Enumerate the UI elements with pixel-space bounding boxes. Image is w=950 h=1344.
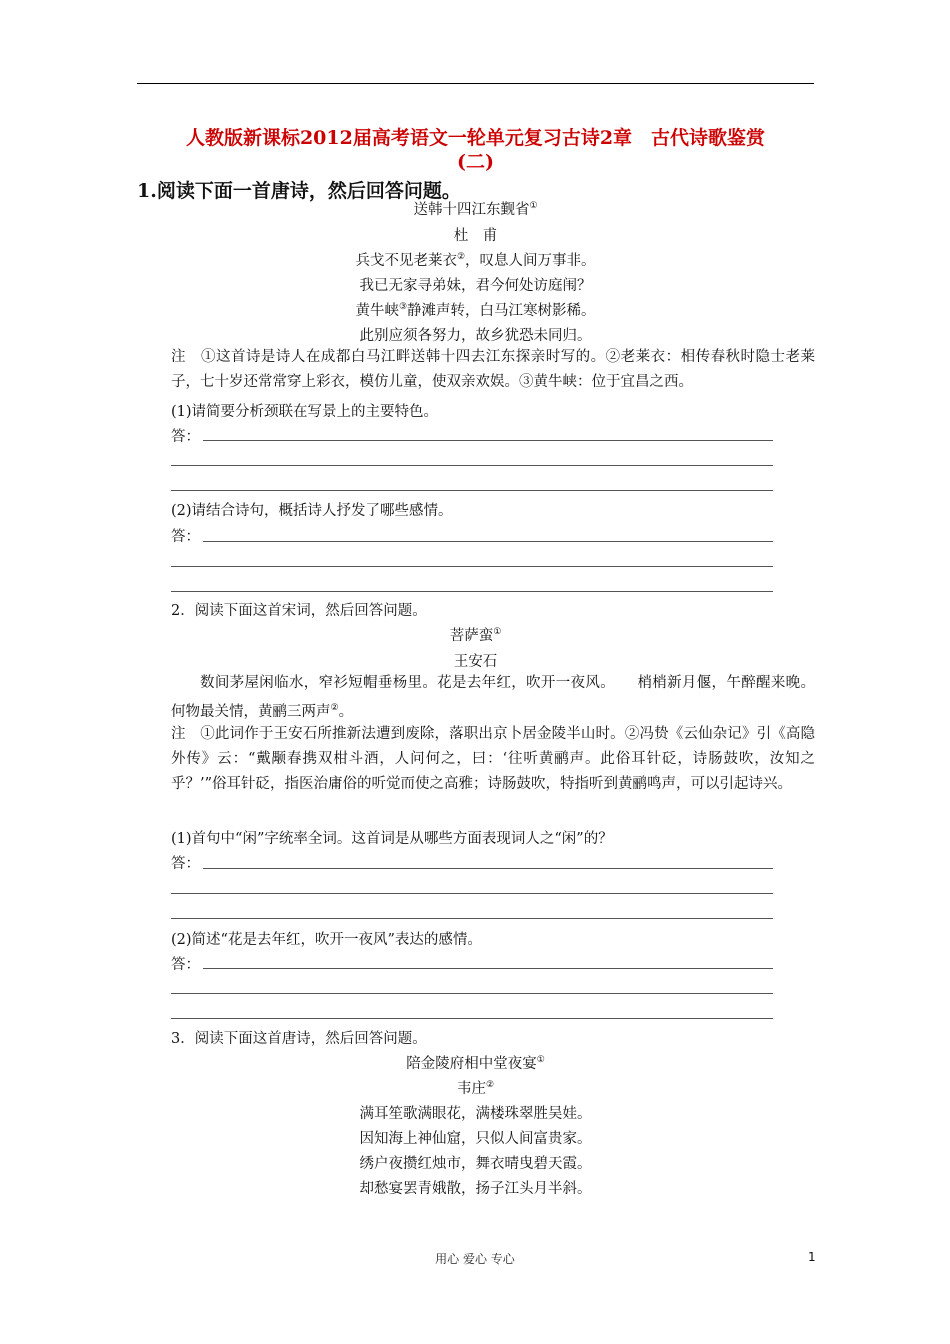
q1-poem-author: 杜 甫 [453,228,498,244]
answer-label: 答： [171,529,200,545]
answer-line[interactable] [171,1018,773,1019]
title-line-2: (二) [457,151,494,173]
q2-sub-question-1: (1)首句中“闲”字统率全词。这首词是从哪些方面表现词人之“闲”的？ [171,831,613,847]
q3-poem-line: 却愁宴罢青娥散，扬子江头月半斜。 [359,1181,592,1197]
answer-line[interactable] [203,868,773,869]
header-rule [137,83,814,84]
answer-label: 答： [171,429,200,445]
q1-poem-line: 黄牛峡③静滩声转，白马江寒树影稀。 [355,302,596,319]
document-title [137,126,814,174]
answer-line[interactable] [171,490,773,491]
q1-sub-question-1: (1)请简要分析颈联在写景上的主要特色。 [171,404,439,420]
q1-poem-line: 此别应须各努力，故乡犹恐未同归。 [359,328,592,344]
q3-poem-line: 绣户夜攒红烛市，舞衣晴曳碧天霞。 [359,1156,592,1172]
answer-line[interactable] [171,591,773,592]
q1-note: 注 ①这首诗是诗人在成都白马江畔送韩十四去江东探亲时写的。②老莱衣：相传春秋时隐士老莱子，七十岁还常常穿上彩衣，模仿儿童，使双亲欢娱。③黄牛峡：位于宜昌之西。 [171,349,815,390]
q2-heading: 2．阅读下面这首宋词，然后回答问题。 [171,603,427,619]
q2-sub-question-2: (2)简述“花是去年红，吹开一夜风”表达的感情。 [171,932,482,948]
q1-heading: 1.阅读下面一首唐诗，然后回答问题。 [137,180,461,202]
title-line-1: 人教版新课标2012届高考语文一轮单元复习古诗2章 古代诗歌鉴赏 [185,127,766,149]
page-number: 1 [808,1250,816,1264]
q3-poem-title: 陪金陵府相中堂夜宴① [406,1055,545,1072]
answer-line[interactable] [171,893,773,894]
q1-poem-line: 我已无家寻弟妹，君今何处访庭闱？ [359,278,592,294]
answer-line[interactable] [171,993,773,994]
q1-poem-title: 送韩十四江东觐省① [413,201,538,218]
answer-line[interactable] [203,541,773,542]
q3-poem-line: 满耳笙歌满眼花，满楼珠翠胜吴娃。 [359,1106,592,1122]
answer-line[interactable] [203,440,773,441]
answer-line[interactable] [171,566,773,567]
q1-sub-question-2: (2)请结合诗句，概括诗人抒发了哪些感情。 [171,503,453,519]
q2-poem-body: 数间茅屋闲临水，窄衫短帽垂杨里。花是去年红，吹开一夜风。 梢梢新月偃，午醉醒来晚。何物最关情，黄鹂三两声②。 [171,675,815,720]
q3-heading: 3．阅读下面这首唐诗，然后回答问题。 [171,1031,427,1047]
footer-text: 用心 爱心 专心 [435,1252,515,1266]
q1-poem-line: 兵戈不见老莱衣②，叹息人间万事非。 [355,252,596,269]
q2-note: 注 ①此词作于王安石所推新法遭到废除，落职出京卜居金陵半山时。②冯贽《云仙杂记》引《高隐外传》云：“戴颙春携双柑斗酒，人问何之，曰：‘往听黄鹂声。此俗耳针砭，诗肠鼓吹，汝知之乎？’”俗耳针砭，指医治庸俗的听觉而使之高雅；诗肠鼓吹，特指听到黄鹂鸣声，可以引起诗兴。 [171,726,815,792]
answer-label: 答： [171,856,200,872]
answer-label: 答： [171,957,200,973]
answer-line[interactable] [203,968,773,969]
q2-poem-author: 王安石 [453,654,498,670]
q3-poem-line: 因知海上神仙窟，只似人间富贵家。 [359,1131,592,1147]
answer-line[interactable] [171,918,773,919]
q3-poem-author: 韦庄② [456,1080,495,1097]
q2-poem-title: 菩萨蛮① [449,627,502,644]
answer-line[interactable] [171,465,773,466]
